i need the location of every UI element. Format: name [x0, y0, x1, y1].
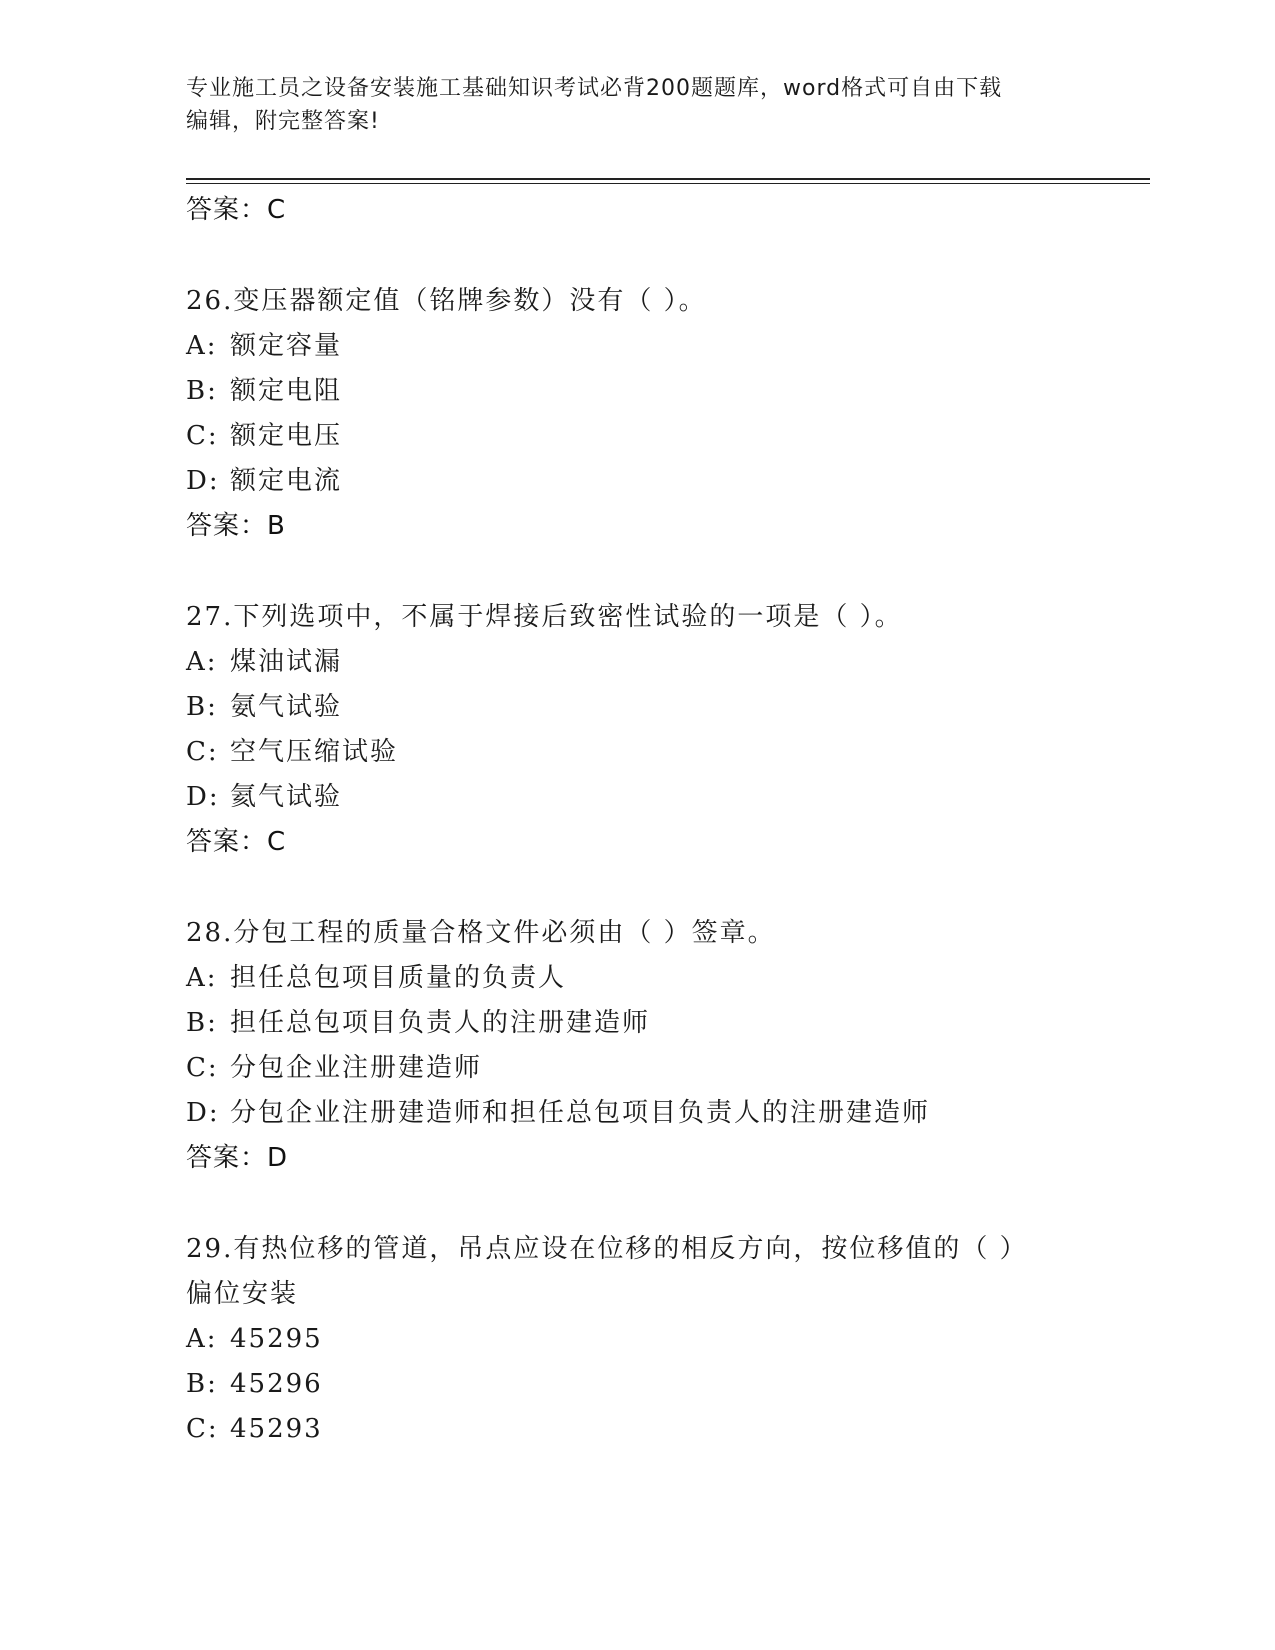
option-key: D: — [186, 1098, 220, 1128]
option-b — [186, 1001, 1146, 1046]
option-b — [186, 369, 1146, 414]
option-text: 氦气试验 — [230, 782, 343, 812]
option-key: D: — [186, 466, 220, 496]
option-d — [186, 1091, 1146, 1136]
option-c — [186, 1407, 1146, 1452]
question-29 — [186, 1227, 1146, 1452]
spacer — [186, 865, 1146, 911]
question-stem-continued: 偏位安装 — [186, 1279, 299, 1309]
option-key: B: — [186, 692, 218, 722]
question-27 — [186, 595, 1146, 865]
spacer — [186, 549, 1146, 595]
answer-line: 答案：D — [186, 1143, 289, 1173]
spacer — [186, 233, 1146, 279]
option-c — [186, 414, 1146, 459]
question-stem: 28.分包工程的质量合格文件必须由（ ）签章。 — [186, 918, 776, 948]
header-title-line-1: 专业施工员之设备安装施工基础知识考试必背200题题库，word格式可自由下载 — [186, 76, 1003, 101]
option-d — [186, 459, 1146, 504]
option-key: B: — [186, 1008, 218, 1038]
option-key: A: — [186, 963, 218, 993]
document-header — [186, 72, 1086, 138]
option-a — [186, 640, 1146, 685]
spacer — [186, 1181, 1146, 1227]
question-stem: 26.变压器额定值（铭牌参数）没有（ ）。 — [186, 286, 707, 316]
answer-line-previous: 答案：C — [186, 195, 287, 225]
option-key: D: — [186, 782, 220, 812]
option-key: A: — [186, 647, 218, 677]
option-text: 担任总包项目负责人的注册建造师 — [230, 1008, 651, 1038]
option-key: A: — [186, 331, 218, 361]
option-key: C: — [186, 421, 219, 451]
header-divider-thin — [186, 183, 1150, 184]
option-text: 空气压缩试验 — [230, 737, 399, 767]
option-key: B: — [186, 1369, 218, 1399]
option-c — [186, 730, 1146, 775]
option-text: 45295 — [230, 1324, 323, 1354]
answer-line: 答案：C — [186, 827, 287, 857]
option-a — [186, 324, 1146, 369]
option-text: 45296 — [230, 1369, 323, 1399]
option-text: 分包企业注册建造师和担任总包项目负责人的注册建造师 — [230, 1098, 931, 1128]
option-text: 额定电阻 — [230, 376, 343, 406]
header-divider-thick — [186, 178, 1150, 180]
option-c — [186, 1046, 1146, 1091]
option-text: 45293 — [230, 1414, 323, 1444]
question-28 — [186, 911, 1146, 1181]
option-text: 氨气试验 — [230, 692, 343, 722]
option-key: C: — [186, 737, 219, 767]
question-26 — [186, 279, 1146, 549]
option-key: C: — [186, 1414, 219, 1444]
option-a — [186, 1317, 1146, 1362]
option-key: B: — [186, 376, 218, 406]
option-text: 煤油试漏 — [230, 647, 343, 677]
option-d — [186, 775, 1146, 820]
answer-line: 答案：B — [186, 511, 286, 541]
option-key: A: — [186, 1324, 218, 1354]
question-list — [186, 188, 1146, 1452]
option-key: C: — [186, 1053, 219, 1083]
option-b — [186, 685, 1146, 730]
option-text: 额定容量 — [230, 331, 343, 361]
header-title-line-2: 编辑，附完整答案! — [186, 109, 380, 134]
option-text: 额定电压 — [230, 421, 343, 451]
option-text: 担任总包项目质量的负责人 — [230, 963, 567, 993]
question-stem: 29.有热位移的管道，吊点应设在位移的相反方向，按位移值的（ ） — [186, 1234, 1028, 1264]
option-text: 额定电流 — [230, 466, 343, 496]
option-b — [186, 1362, 1146, 1407]
option-text: 分包企业注册建造师 — [230, 1053, 483, 1083]
option-a — [186, 956, 1146, 1001]
question-stem: 27.下列选项中，不属于焊接后致密性试验的一项是（ ）。 — [186, 602, 903, 632]
